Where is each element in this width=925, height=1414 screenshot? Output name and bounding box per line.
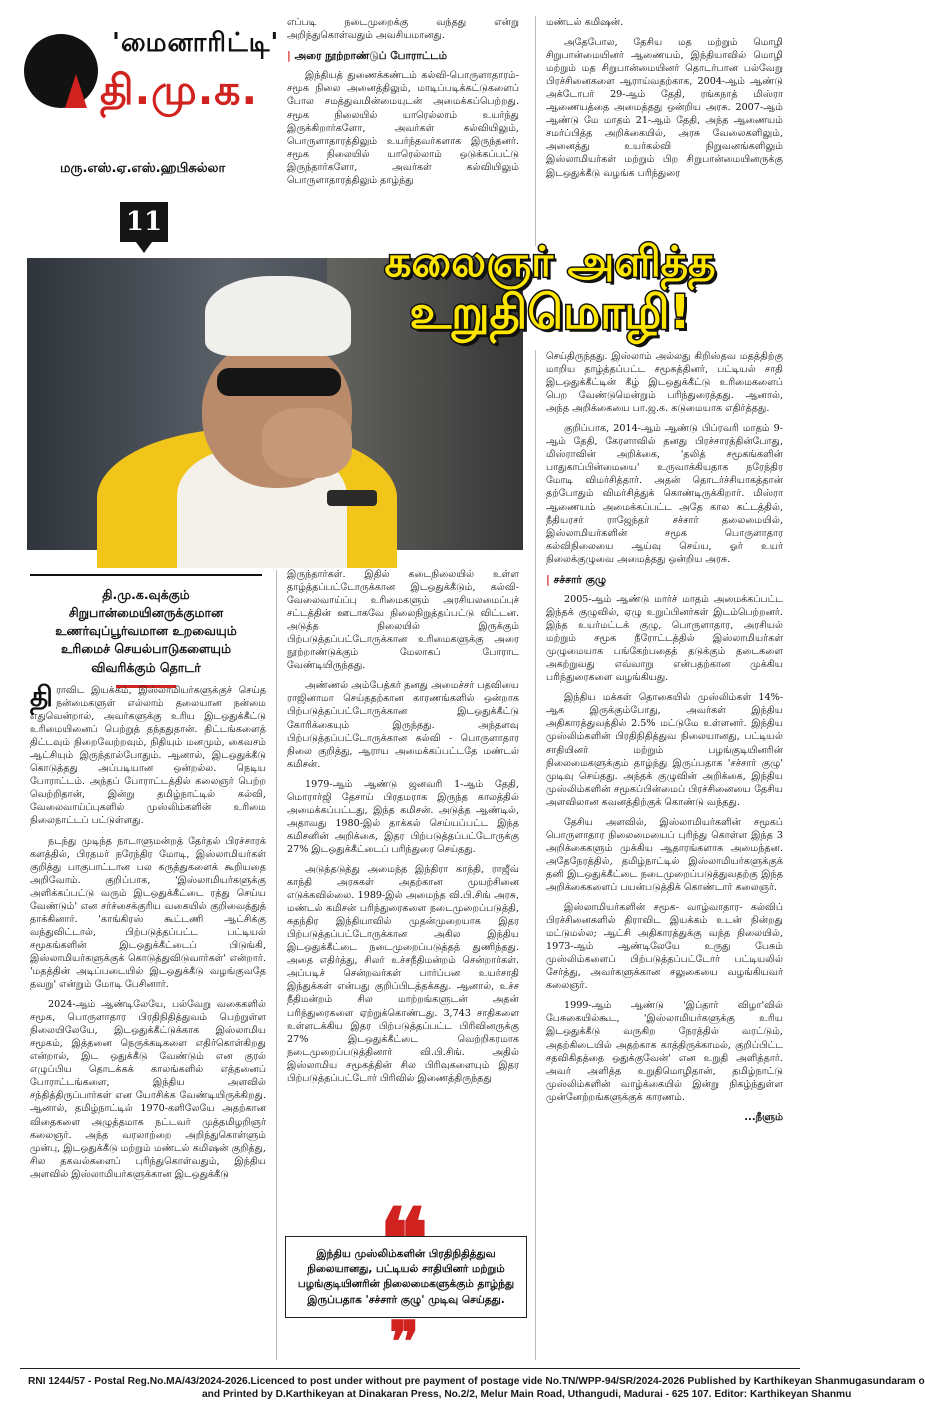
red-spike-icon xyxy=(65,74,87,108)
column-3-bottom xyxy=(546,350,783,1356)
column-divider xyxy=(535,16,536,246)
logo-disc-icon xyxy=(24,34,98,108)
article-paragraph: அண்ணல் அம்பேத்கர் தனது அமைச்சர் பதவியை ராஜினாமா செய்ததற்கான காரணங்களில் ஒன்றாக பிற்படுத்தப்பட்டோருக்கான இடஒதுக்கீட்டு கோரிக்கையும் இருந்தது. அந்தளவு பிற்படுத்தப்பட்டோருக்கான கல்வி - பொருளாதார நிலை குறித்து, ஆராய அமைக்கப்பட்டதே மண்டல் கமிசன். xyxy=(287,680,519,770)
imprint-line-2: and Printed by D.Karthikeyan at Dinakaran Press, No.2/2, Melur Main Road, Uthangudi, Madurai - 625 107. Editor: Karthikeyan Shanmu xyxy=(202,1389,852,1400)
article-paragraph: 2005-ஆம் ஆண்டு மார்ச் மாதம் அமைக்கப்பட்ட இந்தக் குழுவில், ஏழு உறுப்பினர்கள் இடம்பெற்றனர். இந்த உயர்மட்டக் குழு, பொருளாதார, அரசியல் மற்றும் சமூக நீரோட்டத்தில் இஸ்லாமியர்கள் முழுமையாக பங்கேற்பதைத் தடுக்கும் தடைகளை அகற்றுவது எவ்வாறு என்பதற்கான முக்கிய பரிந்துரைகளை வழங்கியது. xyxy=(546,594,783,684)
photo-watch xyxy=(327,490,377,506)
article-paragraph: இந்தியத் துணைக்கண்டம் கல்வி-பொருளாதாரம்-சமூக நிலை அனைத்திலும், மாடிப்படிக்கட்டுகளைப் போல சமத்துவமின்மையுடன் அமைக்கப்பெற்றது. சமூக நிலையில் யாரெல்லாம் உயர்ந்து இருக்கிறார்களோ, அவர்கள் கல்வியிலும், பொருளாதாரத்திலும் உயர்ந்தவர்களாக இருந்தனர். சமூக நிலையில் யாரெல்லாம் ஒடுக்கப்பட்டு இருந்தார்களோ, அவர்கள் கல்வியிலும் பொருளாதாரத்திலும் தாழ்ந்து xyxy=(287,70,519,186)
deck-line: சிறுபான்மையினருக்குமான xyxy=(68,605,224,621)
subheading: | சச்சார் குழு xyxy=(546,573,607,586)
column-2-bottom xyxy=(287,568,519,1224)
article-paragraph: நடந்து முடிந்த நாடாளுமன்றத் தேர்தல் பிரச்சாரக் களத்தில், பிரதமர் நரேந்திர மோடி, இஸ்லாமியர்கள் குறித்து பாகுபாட்டான பல கருத்துகளைக் கூறியதை அறிவோம். குறிப்பாக, 'இஸ்லாமியர்களுக்கு அளிக்கப்பட்டு வரும் இடஒதுக்கீட்டை ரத்து செய்ய வேண்டும்' என சர்ச்சைக்குரிய வகையில் குறிவைத்துத் தாக்கினார். 'காங்கிரஸ் கூட்டணி ஆட்சிக்கு வந்துவிட்டால், பிற்படுத்தப்பட்ட பட்டியல் சமூகங்களின் இடஒதுக்கீட்டைப் பிடுங்கி, இஸ்லாமியர்களுக்குக் கொடுத்துவிடுவார்கள்' என்றார். 'மதத்தின் அடிப்படையில் இடஒதுக்கீடு வழங்குவதே தவறு' என்றும் மோடி பேசினார். xyxy=(30,835,266,991)
pull-quote-text: இந்திய முஸ்லிம்களின் பிரதிநிதித்துவ நிலையானது, பட்டியல் சாதியினர் மற்றும் பழங்குடியினரின் நிலைமைகளுக்கும் தாழ்ந்து இருப்பதாக 'சச்சார் குழு' முடிவு செய்தது. xyxy=(297,1248,515,1306)
column-1 xyxy=(30,680,266,1356)
headline-line-1: கலைஞர் அளித்த xyxy=(384,237,716,286)
column-3-top xyxy=(546,16,783,242)
article-paragraph: இருந்தார்கள். இதில் கடைநிலையில் உள்ள தாழ்த்தப்பட்டோருக்கான இடஒதுக்கீடும், கல்வி-வேலைவாய்ப்பு உரிமைகளும் அரசியலமைப்புச் சட்டத்தின் ஊடாகவே நிலைநிறுத்தப்பட்டு விட்டன. அடுத்த நிலையில் இருக்கும் பிற்படுத்தப்பட்டோருக்கான உரிமைகளுக்கு அரை நூற்றாண்டுக்கும் மேலாகப் போராட வேண்டியிருந்தது. xyxy=(287,569,519,672)
article-paragraph: தேசிய அளவில், இஸ்லாமியர்களின் சமூகப் பொருளாதார நிலைமையைப் புரிந்து கொள்ள இந்த 3 அறிக்கைகளும் முக்கிய ஆதாரங்களாக அமைந்தன. அதேநேரத்தில், தமிழ்நாட்டில் இஸ்லாமியர்களுக்குக் தனி இடஒதுக்கீட்டை நடைமுறைப்படுத்துவதற்கு இந்த அறிக்கைகளைப் பயன்படுத்திக் கொண்டார் கலைஞர். xyxy=(546,816,783,893)
series-masthead xyxy=(24,28,286,128)
close-quote-icon: ❞ xyxy=(389,1309,420,1375)
badge-tail-icon xyxy=(136,242,152,253)
article-paragraph: செய்திருந்தது. இஸ்லாம் அல்லது கிறிஸ்தவ மதத்திற்கு மாறிய தாழ்த்தப்பட்ட சமூகத்தினர், பட்டியல் சாதி இடஒதுக்கீட்டின் கீழ் இடஒதுக்கீட்டு உரிமைகளைப் பெற வேண்டுமென்றும் பரிந்துரைத்தது. ஆனால், அந்த அறிக்கையை பா.ஜ.க. கடுமையாக எதிர்த்தது. xyxy=(546,351,783,415)
article-paragraph: அதேபோல, தேசிய மத மற்றும் மொழி சிறுபான்மையினர் ஆணையம், இந்தியாவில் மொழி மற்றும் மத சிறுபான்மையினர் தொடர்பான பல்வேறு பிரச்சினைகளை ஆராய்வதற்காக, 2004-ஆம் ஆண்டு அக்டோபர் 29-ஆம் தேதி, ரங்கநாத் மிஸ்ரா ஆணையத்தை அமைத்தது ஒன்றிய அரசு. 2007-ஆம் ஆண்டு மே மாதம் 21-ஆம் தேதி, அந்த ஆணையம் சமர்ப்பித்த அறிக்கையில், அரசு வேலைகளிலும், அனைத்து உயர்கல்வி நிறுவனங்களிலும் இஸ்லாமியர்கள் மற்றும் பிற சிறுபான்மையினருக்கு இடஒதுக்கீடு வழங்க பரிந்துரை xyxy=(546,37,783,179)
imprint-line-1: RNI 1244/57 - Postal Reg.No.MA/43/2024-2026.Licenced to post under without pre payment of postage vide No.TN/WPP-94/SR/2024-2026 Published by Karthikeyan Shanmugasundaram o xyxy=(28,1376,925,1387)
masthead-title: தி.மு.க. xyxy=(100,66,259,114)
article-paragraph xyxy=(30,680,266,828)
article-paragraph: குறிப்பாக, 2014-ஆம் ஆண்டு பிப்ரவரி மாதம் 9-ஆம் தேதி, கேரளாவில் தனது பிரச்சாரத்தின்போது, மிஸ்ராவின் அறிக்கை, 'தலித் சமூகங்களின் பாதுகாப்பின்மையை' உருவாக்கியதாக நரேந்திர மோடி விமர்சித்தார். அதன் தொடர்ச்சியாகத்தான் தற்போதும் விமர்சித்துக் கொண்டிருக்கிறார். மிஸ்ரா ஆணையம் அமைக்கப்பட்ட அதே கால கட்டத்தில், நீதியரசர் ராஜேந்தர் சச்சார் தலைமையில், இஸ்லாமியர்களின் சமூக பொருளாதார கல்விநிலையை ஆய்வு செய்ய, ஓர் உயர் நிலைக்குழுவை அமைத்தது ஒன்றிய அரசு. xyxy=(546,423,783,565)
deck-line: உணர்வுப்பூர்வமான உறவையும் xyxy=(55,623,237,639)
continued-marker: ...நீளும் xyxy=(744,1111,783,1123)
article-headline xyxy=(300,237,800,340)
article-paragraph: அடுத்தடுத்து அமைந்த இந்திரா காந்தி, ராஜீவ் காந்தி அரசுகள் அதற்கான முயற்சினை எடுக்கவில்லை. 1989-இல் அமைந்த வி.பி.சிங் அரசு, மண்டல் கமிசன் பரிந்துரைகளை நடைமுறைப்படுத்தி, சுதந்திர இந்தியாவில் முதன்முறையாக இதர பிற்படுத்தப்பட்டோருக்கான அகில இந்திய இடஒதுக்கீட்டை நடைமுறைப்படுத்தத் துணிந்தது. அதை எதிர்த்து, சிலர் உச்சநீதிமன்றம் சென்றார்கள். அப்படிச் சென்றவர்கள் பார்ப்பன உயர்சாதி இந்துக்கள் என்பது குறிப்பிடத்தக்கது. ஆனால், உச்ச நீதிமன்றம் சில மாற்றங்களுடன் அதன் பரிந்துரைகளை ஏற்றுக்கொண்டது. 3,743 சாதிகளை உள்ளடக்கிய இதர பிற்படுத்தப்பட்ட பிரிவினருக்கு 27% இடஒதுக்கீட்டை வெற்றிகரமாக நடைமுறைப்படுத்தினார் வி.பி.சிங். அதில் இஸ்லாமிய சமூகத்தின் சில பிரிவுகளையும் இதர பிற்படுத்தப்பட்டோர் பிரிவில் இணைத்திருந்தது xyxy=(287,863,519,1084)
article-deck xyxy=(30,574,262,688)
article-paragraph: 1999-ஆம் ஆண்டு 'இப்தார் விழா'வில் பேசுகையில்கூட, 'இஸ்லாமியர்களுக்கு உரிய இடஒதுக்கீடு வருகிற நேரத்தில் வரட்டும், அதற்கிடையில் அதற்காக காத்திருக்காமல், குறிப்பிட்ட சதவிகிதத்தை ஒதுக்குவேன்' என உறுதி அளித்தார். அவர் அளித்த உறுதிமொழிதான், தமிழ்நாட்டு முஸ்லிம்களின் வாழ்க்கையில் இன்று நிகழ்ந்துள்ள முன்னேற்றங்களுக்குக் காரணம். xyxy=(546,1000,783,1103)
column-2-top xyxy=(287,16,519,244)
imprint-footer xyxy=(0,1374,925,1414)
author-byline: மரு.எஸ்.ஏ.எஸ்.ஹபிசுல்லா xyxy=(60,161,226,176)
subheading: | அரை நூற்றாண்டுப் போராட்டம் xyxy=(287,50,448,63)
episode-number-badge xyxy=(120,202,168,242)
article-paragraph: மண்டல் கமிஷன். xyxy=(546,17,624,28)
footer-rule xyxy=(20,1368,800,1369)
article-paragraph: எப்படி நடைமுறைக்கு வந்தது என்று அறிந்துகொள்வதும் அவசியமானது. xyxy=(287,17,519,42)
headline-line-2: உறுதிமொழி! xyxy=(409,285,691,340)
episode-number: 11 xyxy=(125,207,163,237)
subheading-text: அரை நூற்றாண்டுப் போராட்டம் xyxy=(294,50,448,63)
deck-line: விவரிக்கும் தொடர் xyxy=(91,659,201,675)
article-paragraph: இஸ்லாமியர்களின் சமூக- வாழ்வாதார- கல்விப் பிரச்சினைகளில் திராவிட இயக்கம் உடன் நின்றது மட்டுமல்ல; ஆட்சி அதிகாரத்துக்கு வந்த நிலையில், 1973-ஆம் ஆண்டிலேயே உருது பேசும் முஸ்லிம்களைப் பிற்படுத்தப்பட்டோர் பட்டியலில் சேர்த்து, அவர்களுக்கான சலுகையை வழங்கியவர் கலைஞர். xyxy=(546,902,783,992)
deck-line: தி.மு.க.வுக்கும் xyxy=(102,587,190,602)
article-paragraph: 2024-ஆம் ஆண்டிலேயே, பல்வேறு வகைகளில் சமூக, பொருளாதார பிரதிநிதித்துவம் பெற்றுள்ள நிலையிலேயே, இடஒதுக்கீட்டுக்காக இஸ்லாமிய சமூகம், இத்தனை நெருக்கடிகளை எதிர்கொள்கிறது என்றால், இட ஒதுக்கீடு வேண்டும் என குரல் எழுப்பிய தொடக்கக் காலங்களில் எத்தனைப் போராட்டங்களை, இந்திய அளவில் சந்தித்திருப்பார்கள் என யோசிக்க வேண்டியிருக்கிறது. ஆனால், தமிழ்நாட்டில் 1970-களிலேயே அதற்கான விதைகளை அழுத்தமாக நட்டவர் முத்தமிழறிஞர் கலைஞர். அந்த வரலாற்றை அறிந்துகொள்ளும் முன்பு, இடஒதுக்கீடு மற்றும் மண்டல் கமிஷன் குறித்து, சில தகவல்களைப் புரிந்துகொள்வதும், இந்திய அளவில் இஸ்லாமியர்களுக்கான இடஒதுக்கீடு xyxy=(30,999,266,1180)
deck-line: உரிமைச் செயல்பாடுகளையும் xyxy=(60,641,232,657)
photo-sunglasses xyxy=(217,368,341,396)
article-paragraph: இந்திய மக்கள் தொகையில் முஸ்லிம்கள் 14%-ஆக இருக்கும்போது, அவர்கள் இந்திய அதிகாரத்துவத்தில் 2.5% மட்டுமே உள்ளனர். இந்திய முஸ்லிம்களின் பிரதிநிதித்துவ நிலையானது, பட்டியல் சாதியினர் மற்றும் பழங்குடியினரின் நிலைமைகளுக்கும் தாழ்ந்து இருப்பதாக 'சச்சார் குழு' முடிவு செய்தது. அந்தக் குழுவின் அறிக்கை, இந்திய முஸ்லிம்களின் சமூகப்பின்மைப் பிரச்சினையை தேசிய அளவிலான கவனத்திற்குக் கொண்டு வந்தது. xyxy=(546,692,783,808)
photo-hand xyxy=(262,408,352,478)
pull-quote-box xyxy=(285,1236,527,1318)
masthead-top-text: 'மைனாரிட்டி' xyxy=(112,28,280,58)
subheading-text: சச்சார் குழு xyxy=(553,573,607,586)
column-divider xyxy=(535,350,536,1360)
pull-quote xyxy=(285,1196,529,1375)
paragraph-text: ராவிட இயக்கம், இஸ்லாமியர்களுக்குச் செய்த நன்மைகளுள் எல்லாம் தலையான நன்மை எதுவென்றால், அவர்களுக்கு உரிய இடஒதுக்கீட்டு உரிமையினைப் பெற்றுத் தந்ததுதான். திட்டங்களைத் திட்டவும் நிறைவேற்றவும், நிதியும் மனமும், கைவசம் ஆட்சியும் இருந்தால்போதும். ஆனால், இடஒதுக்கீடு கொடுத்தது அப்படியான ஒன்றல்ல. நெடிய போராட்டம். அந்தப் போராட்டத்தில் கலைஞர் பெற்ற வெற்றிதான், இன்று தமிழ்நாட்டில் கல்வி, வேலைவாய்ப்புகளில் முஸ்லிம்களின் உரிமை நிலைநாட்டப் பட்டுள்ளது. xyxy=(30,685,266,827)
drop-cap: தி xyxy=(30,680,53,713)
column-divider xyxy=(276,570,277,1360)
article-paragraph: 1979-ஆம் ஆண்டு ஜனவரி 1-ஆம் தேதி, மொரார்ஜி தேசாய் பிரதமராக இருந்த காலத்தில் அமைக்கப்பட்டது, இந்த கமிசன். அடுத்த ஆண்டில், அதாவது 1980-இல் தாக்கல் செய்யப்பட்ட இந்த கமிசனின் அறிக்கை, இதர பிற்படுத்தப்பட்டோருக்கு 27% இடஒதுக்கீட்டைப் பரிந்துரை செய்தது. xyxy=(287,778,519,855)
